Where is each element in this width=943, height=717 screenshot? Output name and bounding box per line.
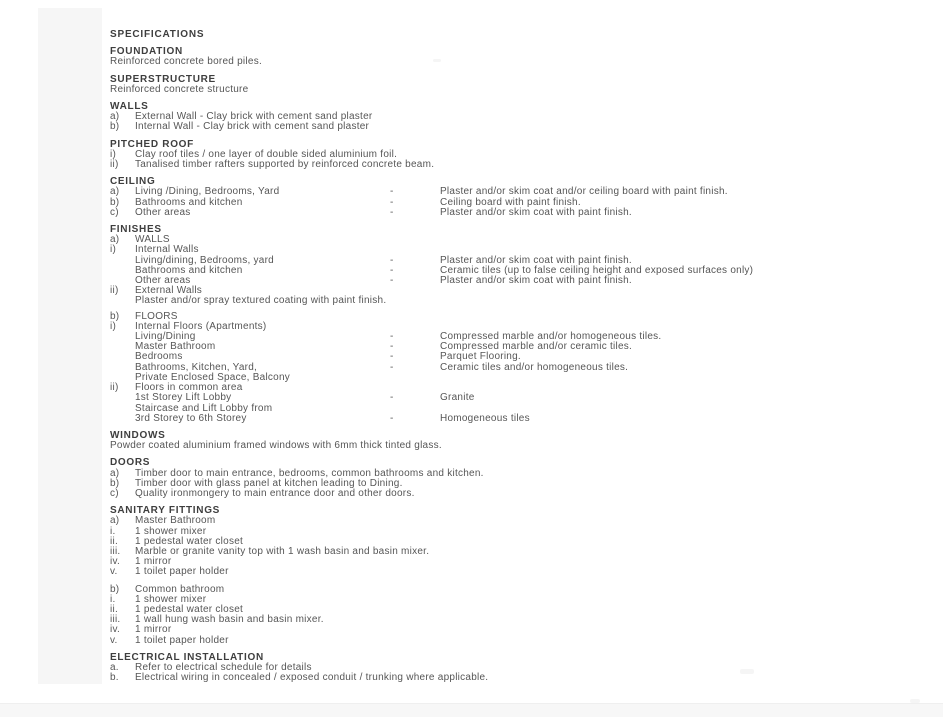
item-marker [110,393,135,403]
item-text: Private Enclosed Space, Balcony [135,371,291,383]
item-text: 1 mirror [135,624,172,636]
spec-section [110,653,943,684]
item-marker: a) [110,467,120,479]
item-description: Ceramic tiles and/or homogeneous tiles. [440,361,629,373]
section-heading: PITCHED ROOF [110,138,194,150]
item-text: 1 pedestal water closet [135,603,244,615]
item-description: Plaster and/or skim coat with paint finish. [440,206,632,218]
item-text: Internal Wall - Clay brick with cement sand plaster [135,121,370,133]
item-marker: i. [110,593,116,605]
item-text: 1 wall hung wash basin and basin mixer. [135,614,324,626]
item-marker [110,352,135,362]
spec-row [110,208,943,218]
item-text: 1 shower mixer [135,525,207,537]
section-heading: FINISHES [110,224,162,236]
item-text: Bathrooms, Kitchen, Yard, [135,361,258,373]
item-text: Living /Dining, Bedrooms, Yard [135,186,280,198]
item-text: Marble or granite vanity top with 1 wash basin and basin mixer. [135,545,430,557]
item-text: 1 toilet paper holder [135,634,229,646]
dash-separator: - [390,254,394,266]
item-marker: ii) [110,382,119,394]
item-description: Plaster and/or skim coat with paint finish. [440,275,632,287]
item-text: Plaster and/or spray textured coating with paint finish. [135,295,387,307]
spec-row [110,615,943,625]
item-text: Living/Dining [135,331,196,343]
item-text: 1st Storey Lift Lobby [135,392,232,404]
item-marker: c) [110,487,119,499]
item-description: Ceramic tiles (up to false ceiling height and exposed surfaces only) [440,264,754,276]
section-heading: ELECTRICAL INSTALLATION [110,651,264,663]
dash-separator: - [390,392,394,404]
item-text: Quality ironmongery to main entrance door and other doors. [135,487,415,499]
spec-row [110,393,943,403]
section-heading: DOORS [110,457,151,469]
item-marker: iii. [110,614,121,626]
item-text: 1 pedestal water closet [135,535,244,547]
item-text: External Wall - Clay brick with cement sand plaster [135,111,373,123]
item-marker: b) [110,310,120,322]
item-text: Master Bathroom [135,515,216,527]
item-marker: iii. [110,545,121,557]
item-description: Plaster and/or skim coat with paint finish. [440,254,632,266]
item-text: Bathrooms and kitchen [135,264,243,276]
item-text: Internal Walls [135,244,199,256]
dash-separator: - [390,351,394,363]
item-text: Floors in common area [135,382,243,394]
item-marker [110,266,135,276]
spec-row [110,342,943,352]
item-text: FLOORS [135,310,178,322]
spec-row [110,441,943,451]
item-marker: iv. [110,556,121,568]
item-marker: a. [110,661,119,673]
spec-row [110,383,943,393]
item-text: Staircase and Lift Lobby from [135,402,273,414]
item-marker: ii) [110,159,119,171]
item-marker: a) [110,234,120,246]
item-marker: b) [110,477,120,489]
item-description: Compressed marble and/or homogeneous tiles. [440,331,662,343]
item-marker [110,414,135,424]
dash-separator: - [390,275,394,287]
spec-section [110,75,943,95]
spec-row [110,57,943,67]
dash-separator: - [390,196,394,208]
item-text: Tanalised timber rafters supported by reinforced concrete beam. [135,159,435,171]
item-marker [110,256,135,266]
item-marker: v. [110,566,118,578]
item-description: Granite [440,392,475,404]
item-text: Refer to electrical schedule for details [135,661,312,673]
section-heading: SUPERSTRUCTURE [110,73,216,85]
item-description: Compressed marble and/or ceramic tiles. [440,341,633,353]
item-text: 1 shower mixer [135,593,207,605]
dash-separator: - [390,412,394,424]
spec-row [110,636,943,646]
item-text: Internal Floors (Apartments) [135,320,267,332]
item-marker: b) [110,121,120,133]
item-marker: b) [110,583,120,595]
spec-section [110,177,943,218]
item-marker [110,342,135,352]
section-heading: WINDOWS [110,429,166,441]
item-text: Living/dining, Bedrooms, yard [135,254,274,266]
dash-separator: - [390,264,394,276]
item-description: Ceiling board with paint finish. [440,196,581,208]
spec-row [110,85,943,95]
item-marker: iv. [110,624,121,636]
item-description: Plaster and/or skim coat and/or ceiling board with paint finish. [440,186,728,198]
item-text: Timber door to main entrance, bedrooms, common bathrooms and kitchen. [135,467,484,479]
item-marker: i. [110,525,116,537]
item-marker [110,363,135,373]
item-text: Electrical wiring in concealed / exposed conduit / trunking where applicable. [135,672,489,684]
item-description: Homogeneous tiles [440,412,530,424]
row-text: Reinforced concrete bored piles. [110,56,262,68]
spec-row [110,296,943,306]
spec-section [110,431,943,451]
item-text: External Walls [135,285,203,297]
spec-row [110,547,943,557]
item-text: WALLS [135,234,170,246]
item-text: 1 toilet paper holder [135,566,229,578]
item-marker: v. [110,634,118,646]
spec-section [110,506,943,646]
spec-row [110,414,943,424]
spec-row [110,557,943,567]
dash-separator: - [390,186,394,198]
item-marker: ii. [110,603,118,615]
item-marker [110,404,135,414]
spec-row [110,122,943,132]
dash-separator: - [390,331,394,343]
spec-row [110,489,943,499]
item-description: Parquet Flooring. [440,351,521,363]
spec-row [110,160,943,170]
item-marker: i) [110,244,117,256]
item-text: Common bathroom [135,583,225,595]
item-text: 3rd Storey to 6th Storey [135,412,247,424]
section-heading: CEILING [110,176,156,188]
item-text: 1 mirror [135,556,172,568]
spec-section [110,225,943,424]
section-heading: SANITARY FITTINGS [110,505,221,517]
item-text: Other areas [135,275,191,287]
row-gap [110,578,943,585]
section-heading: WALLS [110,101,149,113]
item-text: Clay roof tiles / one layer of double sided aluminium foil. [135,148,398,160]
item-marker: c) [110,206,119,218]
spec-section [110,47,943,67]
item-text: Master Bathroom [135,341,216,353]
dash-separator: - [390,361,394,373]
item-text: Timber door with glass panel at kitchen leading to Dining. [135,477,403,489]
item-marker: b. [110,672,119,684]
item-marker: b) [110,196,120,208]
spec-section [110,140,943,171]
row-text: Reinforced concrete structure [110,83,249,95]
spec-row [110,235,943,245]
dash-separator: - [390,206,394,218]
page-title: SPECIFICATIONS [110,29,205,40]
item-marker: a) [110,111,120,123]
spec-section [110,102,943,133]
sections-container [110,47,943,683]
item-text: Bedrooms [135,351,183,363]
section-heading: FOUNDATION [110,46,183,58]
spec-row [110,516,943,526]
spec-section [110,458,943,499]
item-marker: i) [110,320,117,332]
item-marker: ii. [110,535,118,547]
item-marker: i) [110,148,117,160]
spec-row [110,625,943,635]
item-marker: ii) [110,285,119,297]
item-marker: a) [110,515,120,527]
item-marker [110,332,135,342]
item-marker [110,296,135,306]
spec-row [110,276,943,286]
row-text: Powder coated aluminium framed windows with 6mm thick tinted glass. [110,440,442,452]
item-text: Other areas [135,206,191,218]
dash-separator: - [390,341,394,353]
spec-row [110,567,943,577]
item-marker: a) [110,186,120,198]
spec-row [110,673,943,683]
spec-row [110,585,943,595]
item-text: Bathrooms and kitchen [135,196,243,208]
